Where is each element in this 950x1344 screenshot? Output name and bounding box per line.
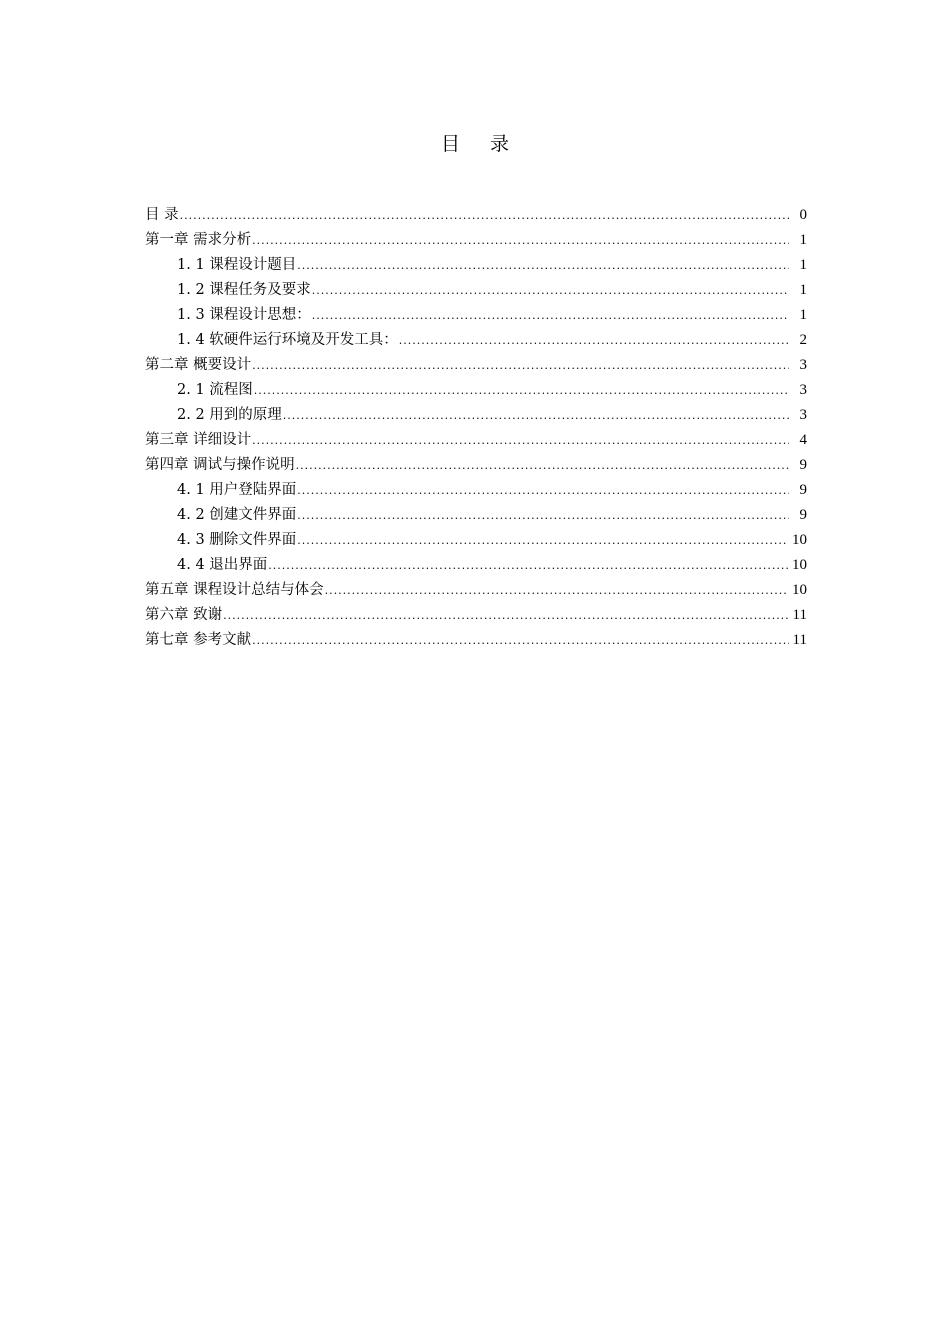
toc-entry[interactable] xyxy=(145,528,807,553)
toc-entry-page-number: 0 xyxy=(799,207,807,223)
toc-entry[interactable] xyxy=(145,553,807,578)
toc-leader-dots xyxy=(223,603,788,628)
toc-entry-page-number: 1 xyxy=(799,307,807,323)
toc-entry[interactable] xyxy=(145,203,807,228)
toc-entry-label: 1. 4 软硬件运行环境及开发工具： xyxy=(177,332,398,348)
toc-entry-label: 2. 1 流程图 xyxy=(177,382,253,398)
toc-entry-label: 4. 4 退出界面 xyxy=(177,557,268,573)
toc-leader-dots xyxy=(312,303,789,328)
toc-entry-page-number: 1 xyxy=(799,257,807,273)
toc-entry-label: 第一章 需求分析 xyxy=(145,232,252,248)
toc-leader-dots xyxy=(252,428,789,453)
toc-entry-page-number: 10 xyxy=(792,582,807,598)
toc-entry-label: 第三章 详细设计 xyxy=(145,432,252,448)
toc-entry-page-number: 11 xyxy=(792,632,807,648)
toc-leader-dots xyxy=(297,528,788,553)
toc-leader-dots xyxy=(254,378,789,403)
toc-entry[interactable] xyxy=(145,428,807,453)
toc-entry[interactable] xyxy=(145,328,807,353)
toc-entry-label: 第七章 参考文献 xyxy=(145,632,252,648)
toc-leader-dots xyxy=(252,353,789,378)
toc-entry-page-number: 2 xyxy=(799,332,807,348)
toc-entry-label: 第六章 致谢 xyxy=(145,607,223,623)
toc-leader-dots xyxy=(312,278,789,303)
toc-entry-label: 4. 3 删除文件界面 xyxy=(177,532,297,548)
toc-entry-page-number: 10 xyxy=(792,557,807,573)
toc-leader-dots xyxy=(283,403,789,428)
toc-entry-page-number: 9 xyxy=(799,507,807,523)
toc-leader-dots xyxy=(297,478,789,503)
toc-entry-label: 4. 1 用户登陆界面 xyxy=(177,482,297,498)
toc-entry[interactable] xyxy=(145,578,807,603)
toc-leader-dots xyxy=(297,503,789,528)
toc-entry-label: 4. 2 创建文件界面 xyxy=(177,507,297,523)
toc-entry-page-number: 11 xyxy=(792,607,807,623)
toc-leader-dots xyxy=(399,328,789,353)
toc-entry[interactable] xyxy=(145,603,807,628)
toc-entry[interactable] xyxy=(145,503,807,528)
toc-entry-page-number: 3 xyxy=(799,357,807,373)
toc-entry-label: 1. 1 课程设计题目 xyxy=(177,257,297,273)
toc-entry-page-number: 3 xyxy=(799,382,807,398)
toc-entry-label: 第二章 概要设计 xyxy=(145,357,252,373)
toc-leader-dots xyxy=(297,253,789,278)
toc-leader-dots xyxy=(252,628,788,653)
toc-leader-dots xyxy=(325,578,788,603)
toc-entry-page-number: 1 xyxy=(799,282,807,298)
toc-leader-dots xyxy=(268,553,788,578)
toc-entry[interactable] xyxy=(145,303,807,328)
toc-leader-dots xyxy=(252,228,789,253)
toc-entry-label: 目 录 xyxy=(145,207,179,223)
toc-entry-label: 1. 3 课程设计思想： xyxy=(177,307,311,323)
toc-entry-page-number: 1 xyxy=(799,232,807,248)
toc-entry[interactable] xyxy=(145,628,807,653)
page-title: 目 录 xyxy=(440,133,522,155)
toc-entry[interactable] xyxy=(145,228,807,253)
toc-entry[interactable] xyxy=(145,278,807,303)
toc-entry-label: 第五章 课程设计总结与体会 xyxy=(145,582,324,598)
toc-leader-dots xyxy=(180,203,789,228)
toc-entry-page-number: 4 xyxy=(799,432,807,448)
toc-entry[interactable] xyxy=(145,353,807,378)
toc-entry-page-number: 3 xyxy=(799,407,807,423)
toc-entry[interactable] xyxy=(145,378,807,403)
toc-entry[interactable] xyxy=(145,478,807,503)
toc-entry-label: 1. 2 课程任务及要求 xyxy=(177,282,311,298)
table-of-contents xyxy=(145,203,807,653)
toc-leader-dots xyxy=(296,453,789,478)
toc-entry[interactable] xyxy=(145,253,807,278)
toc-entry-page-number: 9 xyxy=(799,482,807,498)
toc-entry[interactable] xyxy=(145,403,807,428)
toc-entry[interactable] xyxy=(145,453,807,478)
toc-entry-page-number: 9 xyxy=(799,457,807,473)
toc-entry-label: 第四章 调试与操作说明 xyxy=(145,457,295,473)
toc-entry-page-number: 10 xyxy=(792,532,807,548)
toc-entry-label: 2. 2 用到的原理 xyxy=(177,407,282,423)
